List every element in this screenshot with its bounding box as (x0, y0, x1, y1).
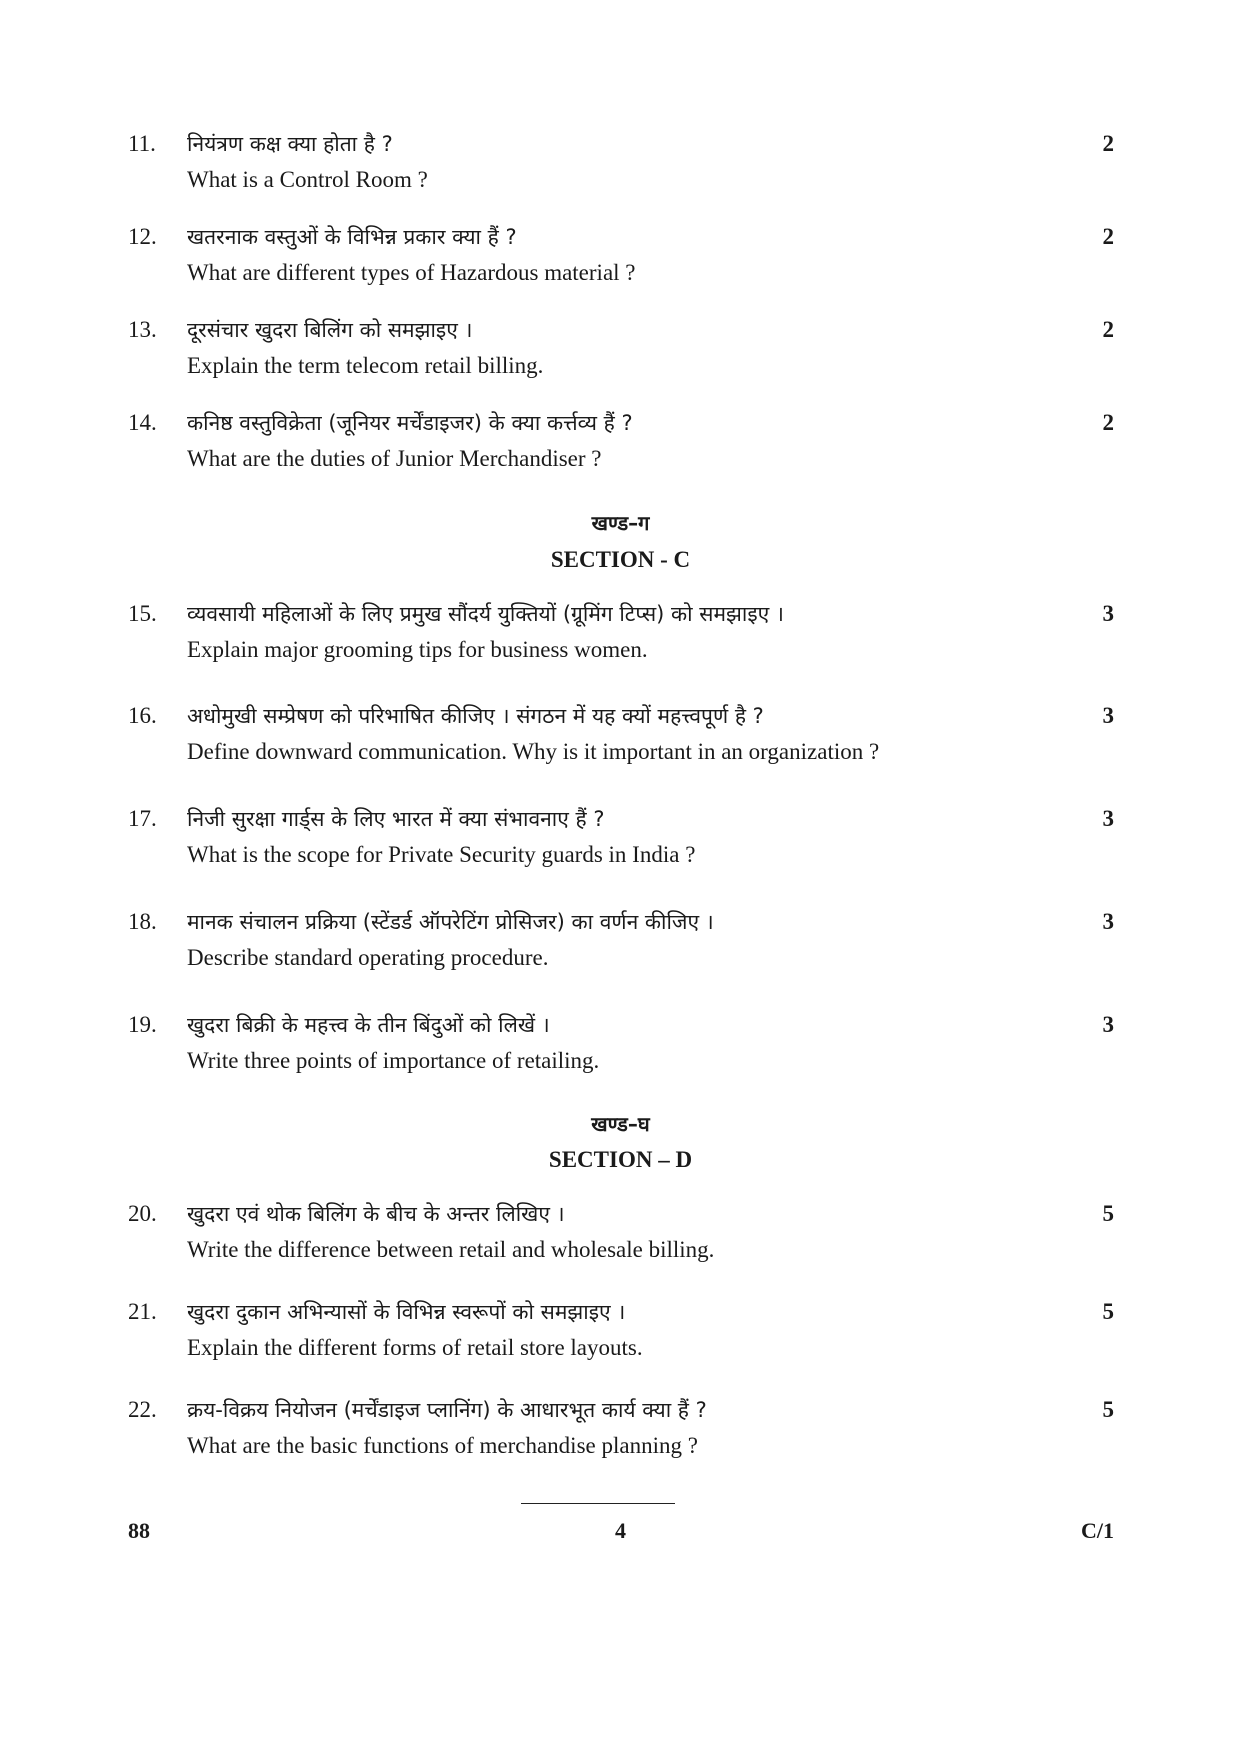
question-15 (128, 597, 1114, 677)
question-marks: 2 (1102, 224, 1114, 249)
question-text-english: Explain the different forms of retail store layouts. (187, 1335, 643, 1360)
question-text-english: Write the difference between retail and wholesale billing. (187, 1237, 715, 1262)
question-marks: 3 (1102, 1012, 1114, 1037)
question-text-english: What are the basic functions of merchandise planning ? (187, 1433, 698, 1458)
question-text-english: Write three points of importance of retailing. (187, 1048, 600, 1073)
question-text-english: Describe standard operating procedure. (187, 945, 549, 970)
question-21 (128, 1295, 1114, 1375)
question-number: 22. (128, 1397, 157, 1422)
question-marks: 5 (1102, 1397, 1114, 1422)
question-number: 11. (128, 131, 156, 156)
question-number: 15. (128, 601, 157, 626)
question-text-hindi: नियंत्रण कक्ष क्या होता है ? (187, 132, 393, 156)
question-text-english: Explain the term telecom retail billing. (187, 353, 544, 378)
question-marks: 5 (1102, 1201, 1114, 1226)
question-text-hindi: खुदरा दुकान अभिन्यासों के विभिन्न स्वरूपों को समझाइए । (187, 1300, 626, 1324)
question-text-hindi: मानक संचालन प्रक्रिया (स्टेंडर्ड ऑपरेटिंग प्रोसिजर) का वर्णन कीजिए । (187, 910, 714, 934)
question-text-hindi: दूरसंचार खुदरा बिलिंग को समझाइए । (187, 318, 473, 342)
question-text-hindi: खतरनाक वस्तुओं के विभिन्न प्रकार क्या हैं ? (187, 225, 517, 249)
question-18 (128, 905, 1114, 985)
question-number: 19. (128, 1012, 157, 1037)
question-text-english: Explain major grooming tips for business women. (187, 637, 648, 662)
question-marks: 5 (1102, 1299, 1114, 1324)
question-text-hindi: खुदरा एवं थोक बिलिंग के बीच के अन्तर लिखिए । (187, 1202, 565, 1226)
question-text-hindi: कनिष्ठ वस्तुविक्रेता (जूनियर मर्चेंडाइजर) के क्या कर्त्तव्य हैं ? (187, 411, 633, 435)
question-marks: 2 (1102, 317, 1114, 342)
question-number: 21. (128, 1299, 157, 1324)
question-14 (128, 406, 1114, 486)
question-number: 20. (128, 1201, 157, 1226)
question-number: 14. (128, 410, 157, 435)
footer-set-code: C/1 (1081, 1518, 1114, 1543)
question-17 (128, 802, 1114, 882)
question-text-english: What is a Control Room ? (187, 167, 428, 192)
footer-page-number: 4 (615, 1518, 626, 1543)
question-number: 16. (128, 703, 157, 728)
question-marks: 2 (1102, 131, 1114, 156)
question-marks: 3 (1102, 909, 1114, 934)
question-text-english: What is the scope for Private Security guards in India ? (187, 842, 696, 867)
question-marks: 2 (1102, 410, 1114, 435)
question-text-hindi: अधोमुखी सम्प्रेषण को परिभाषित कीजिए । संगठन में यह क्यों महत्त्वपूर्ण है ? (187, 704, 764, 728)
section-d-heading-hindi: खण्ड–घ (591, 1112, 650, 1136)
question-16 (128, 699, 1114, 779)
section-c-heading-hindi: खण्ड–ग (591, 511, 650, 535)
question-marks: 3 (1102, 806, 1114, 831)
question-22 (128, 1393, 1114, 1473)
question-text-hindi: खुदरा बिक्री के महत्त्व के तीन बिंदुओं को लिखें । (187, 1013, 550, 1037)
end-rule (521, 1503, 675, 1504)
question-text-hindi: व्यवसायी महिलाओं के लिए प्रमुख सौंदर्य युक्तियों (ग्रूमिंग टिप्स) को समझाइए । (187, 602, 784, 626)
question-number: 17. (128, 806, 157, 831)
question-text-english: What are different types of Hazardous material ? (187, 260, 636, 285)
question-marks: 3 (1102, 601, 1114, 626)
question-number: 13. (128, 317, 157, 342)
question-19 (128, 1008, 1114, 1088)
question-11 (128, 127, 1114, 207)
question-text-hindi: निजी सुरक्षा गार्ड्स के लिए भारत में क्या संभावनाए हैं ? (187, 807, 605, 831)
footer-paper-code: 88 (128, 1518, 150, 1543)
question-20 (128, 1197, 1114, 1277)
question-number: 18. (128, 909, 157, 934)
question-text-english: Define downward communication. Why is it important in an organization ? (187, 739, 880, 764)
question-text-hindi: क्रय-विक्रय नियोजन (मर्चेंडाइज प्लानिंग) के आधारभूत कार्य क्या हैं ? (187, 1398, 707, 1422)
question-number: 12. (128, 224, 157, 249)
section-c-heading: SECTION - C (550, 547, 691, 572)
question-marks: 3 (1102, 703, 1114, 728)
section-d-heading: SECTION – D (548, 1147, 693, 1172)
question-12 (128, 220, 1114, 300)
question-text-english: What are the duties of Junior Merchandiser ? (187, 446, 602, 471)
question-13 (128, 313, 1114, 393)
